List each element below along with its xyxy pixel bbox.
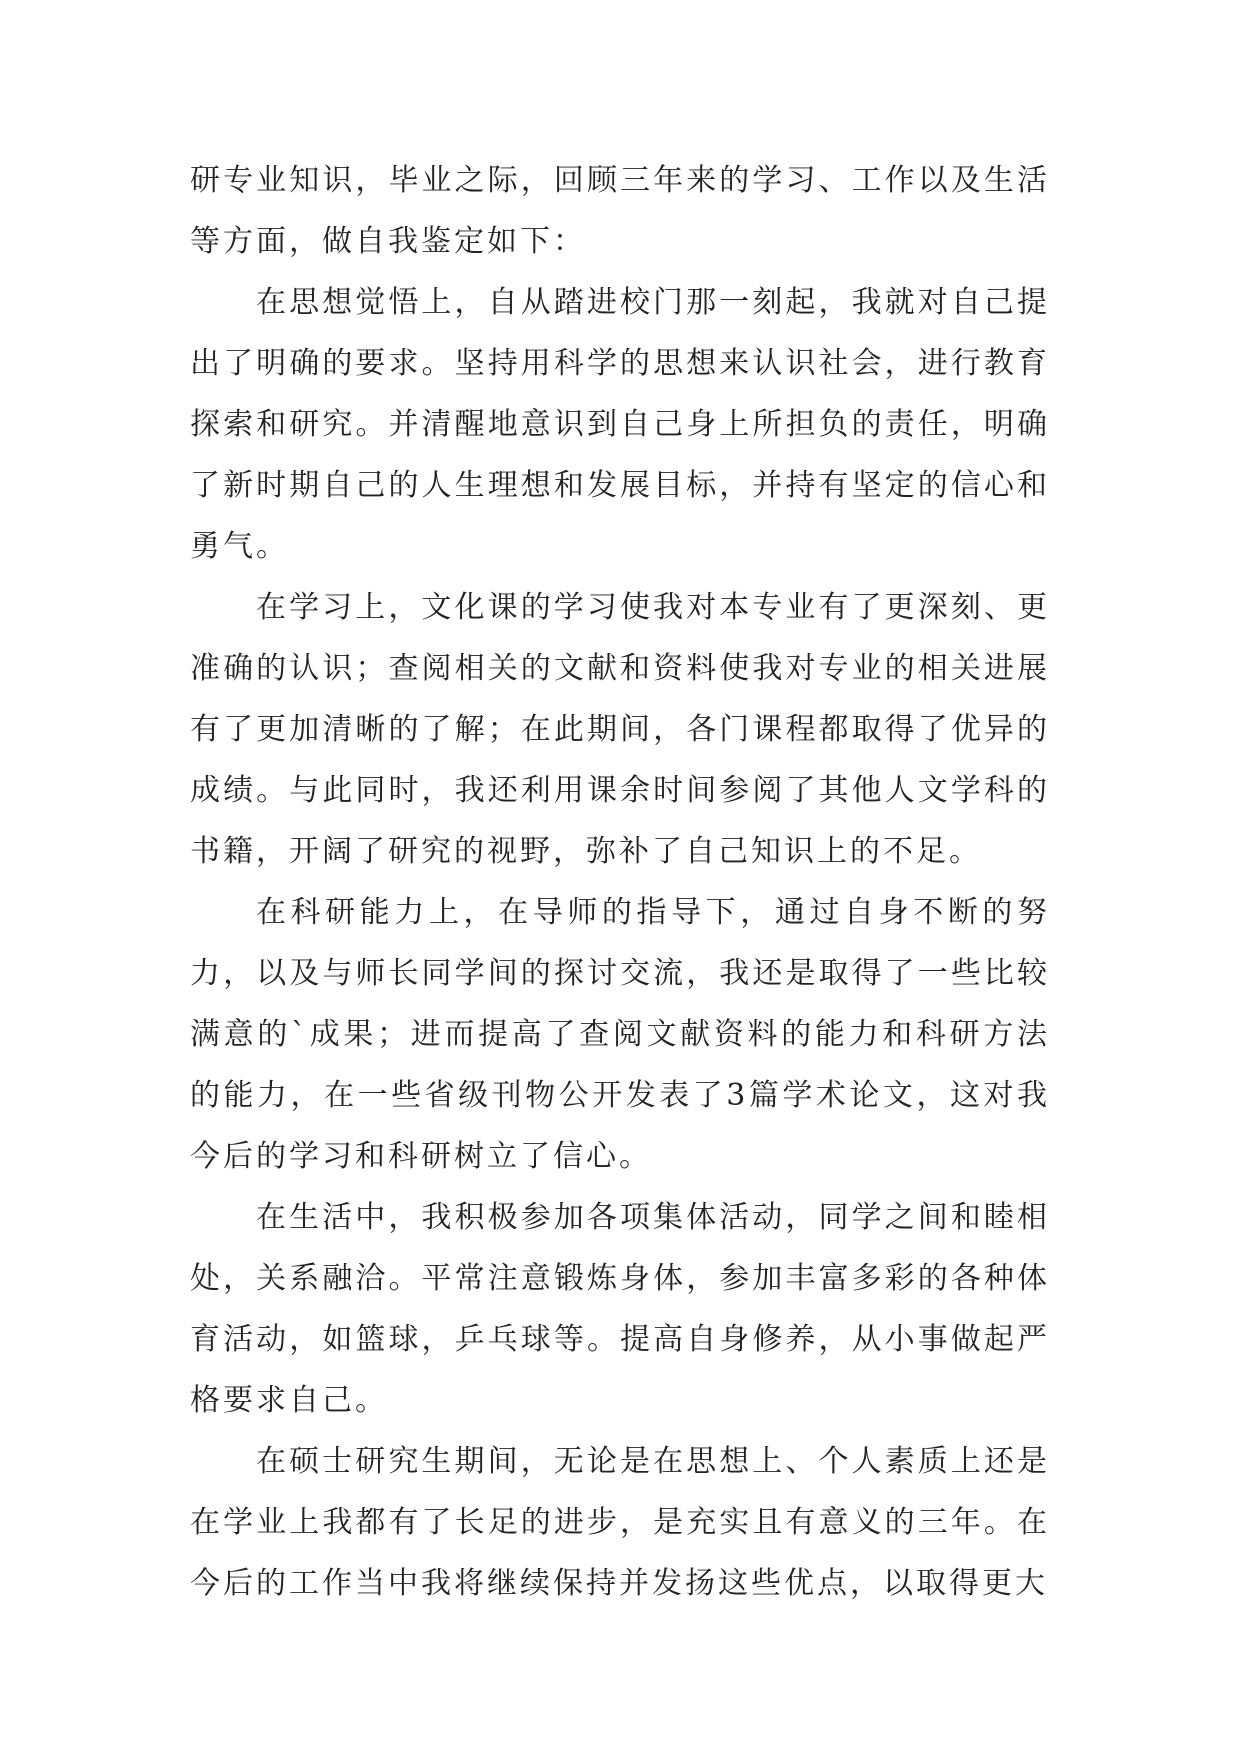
paragraph-research: 在科研能力上，在导师的指导下，通过自身不断的努力，以及与师长同学间的探讨交流，我还是取得了一些比较满意的`成果；进而提高了查阅文献资料的能力和科研方法的能力，在一些省级刊物公开发表了3篇学术论文，这对我今后的学习和科研树立了信心。 xyxy=(190,895,1050,1174)
paragraph-summary: 在硕士研究生期间，无论是在思想上、个人素质上还是在学业上我都有了长足的进步，是充实且有意义的三年。在今后的工作当中我将继续保持并发扬这些优点，以取得更大 xyxy=(190,1444,1050,1601)
paragraph-study: 在学习上，文化课的学习使我对本专业有了更深刻、更准确的认识；查阅相关的文献和资料使我对专业的相关进展有了更加清晰的了解；在此期间，各门课程都取得了优异的成绩。与此同时，我还利用课余时间参阅了其他人文学科的书籍，开阔了研究的视野，弥补了自己知识上的不足。 xyxy=(190,590,1050,869)
paragraph-life: 在生活中，我积极参加各项集体活动，同学之间和睦相处，关系融洽。平常注意锻炼身体，参加丰富多彩的各种体育活动，如篮球，乒乓球等。提高自身修养，从小事做起严格要求自己。 xyxy=(190,1200,1050,1418)
paragraph-intro-continuation: 研专业知识，毕业之际，回顾三年来的学习、工作以及生活等方面，做自我鉴定如下： xyxy=(190,163,1050,259)
document-body xyxy=(190,150,1050,1614)
paragraph-ideology: 在思想觉悟上，自从踏进校门那一刻起，我就对自己提出了明确的要求。坚持用科学的思想来认识社会，进行教育探索和研究。并清醒地意识到自己身上所担负的责任，明确了新时期自己的人生理想和发展目标，并持有坚定的信心和勇气。 xyxy=(190,285,1050,564)
